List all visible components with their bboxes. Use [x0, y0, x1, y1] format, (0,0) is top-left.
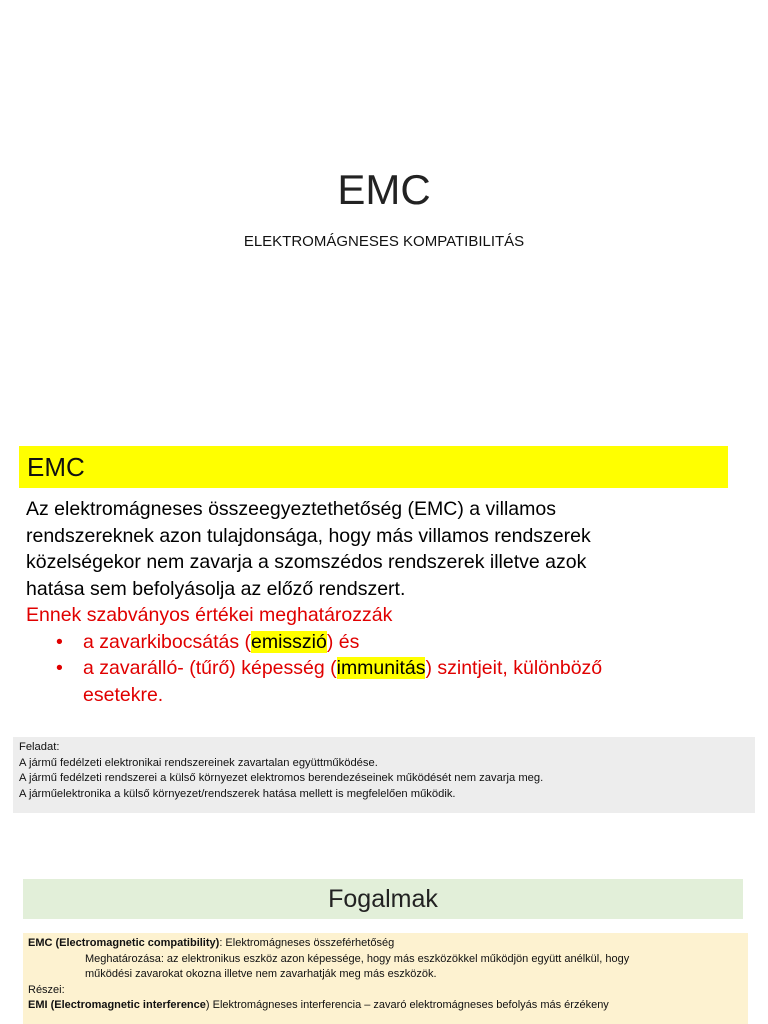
bullet-text-before: a zavarálló- (tűrő) képesség ( [83, 657, 337, 679]
bullet-text-after: ) szintjeit, különböző [425, 657, 603, 679]
task-heading: Feladat: [19, 741, 60, 753]
emc-paragraph-line: Az elektromágneses összeegyeztethetőség (EMC) a villamos [26, 498, 556, 520]
reszei-label: Részei: [28, 983, 65, 996]
list-item-immunity [26, 655, 746, 708]
list-item-emission [26, 629, 746, 656]
slide-title: EMC [337, 166, 431, 213]
bullet-icon: • [56, 630, 63, 653]
fogalmak-header-text: Fogalmak [328, 885, 438, 913]
emi-term-rest: ) Elektromágneses interferencia – zavaró elektromágneses befolyás más érzékeny [205, 999, 609, 1011]
emi-definition [28, 998, 742, 1014]
fogalmak-header [23, 879, 743, 919]
emc-paragraph-line: közelségekor nem zavarja a szomszédos rendszerek illetve azok [26, 551, 587, 573]
emc-standards-line: Ennek szabványos értékei meghatározzák [26, 604, 393, 626]
task-line: A jármű fedélzeti elektronikai rendszereinek zavartalan együttműködése. [19, 756, 378, 769]
bullet-text-continuation: esetekre. [83, 683, 164, 706]
emi-term: EMI (Electromagnetic interference [28, 999, 206, 1011]
bullet-text-after: ) és [326, 630, 360, 653]
emc-term-rest: : Elektromágneses összeférhetőség [219, 937, 395, 949]
emc-term: EMC (Electromagnetic compatibility) [28, 937, 220, 949]
highlight-emission: emisszió [251, 630, 327, 653]
emc-bullet-list [26, 629, 746, 709]
emc-paragraph-line: hatása sem befolyásolja az előző rendszert. [26, 577, 406, 600]
task-line: A jármű fedélzeti rendszerei a külső környezet elektromos berendezéseinek működését nem zavarja meg. [19, 772, 544, 784]
highlight-immunity: immunitás [336, 657, 426, 679]
task-box [13, 737, 755, 813]
emc-paragraph-line: rendszereknek azon tulajdonsága, hogy más villamos rendszerek [26, 524, 591, 547]
emc-header-text: EMC [27, 452, 85, 482]
definition-line: Meghatározása: az elektronikus eszköz azon képessége, hogy más eszközökkel működjön együtt anélkül, hogy [85, 952, 630, 965]
emc-section-header [19, 446, 728, 488]
bullet-icon: • [56, 657, 63, 679]
emc-section-body [26, 496, 746, 708]
task-line: A járműelektronika a külső környezet/rendszerek hatása mellett is megfelelően működik. [19, 787, 456, 800]
slide-subtitle: ELEKTROMÁGNESES KOMPATIBILITÁS [243, 233, 525, 250]
fogalmak-body [23, 933, 748, 1024]
bullet-text-before: a zavarkibocsátás ( [83, 630, 251, 653]
emc-definition-term [28, 936, 742, 952]
definition-line: működési zavarokat okozna illetve nem zavarhatják meg más eszközök. [85, 968, 437, 980]
title-slide [0, 0, 768, 430]
emc-paragraph [26, 496, 746, 602]
